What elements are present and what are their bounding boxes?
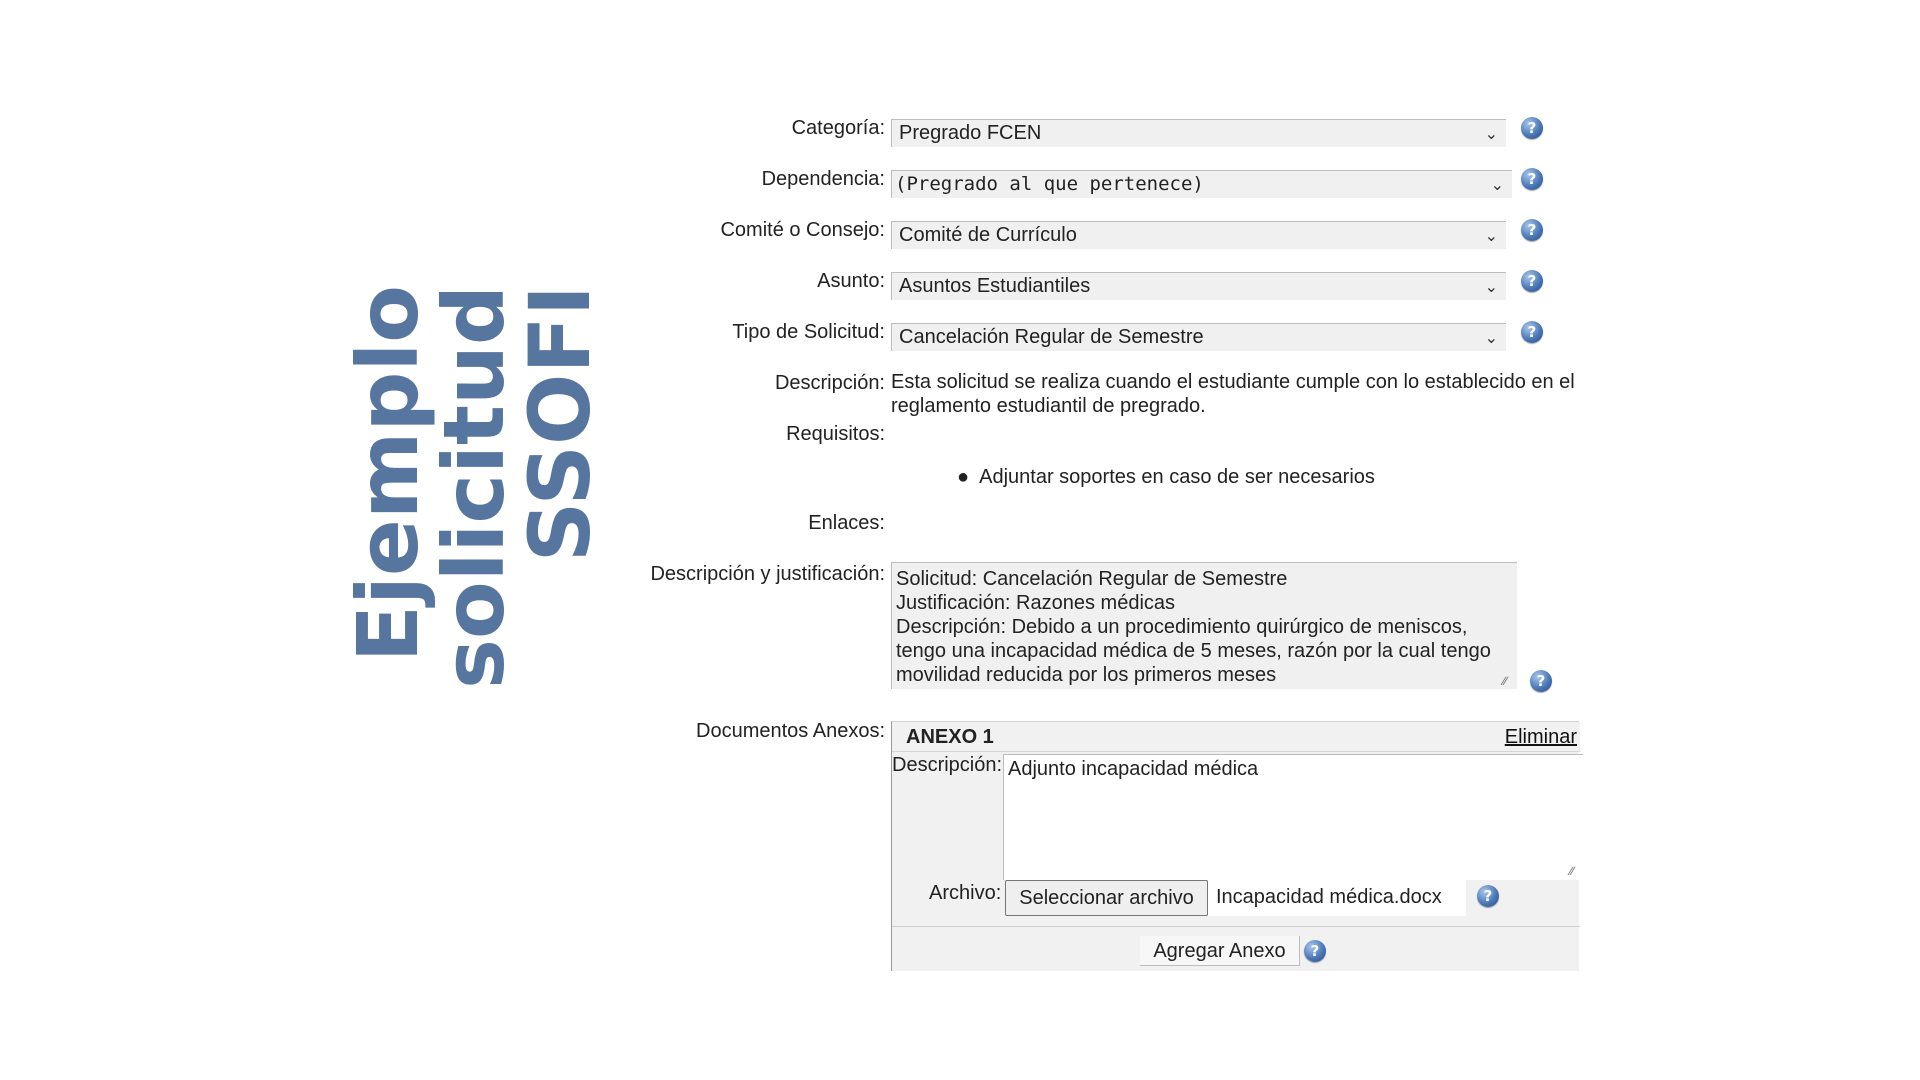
dependencia-label: Dependencia: [761, 168, 885, 190]
bullet-icon: ● [957, 466, 970, 488]
annex-file-label: Archivo: [929, 882, 1002, 904]
annex-header [892, 722, 1580, 752]
justificacion-textarea[interactable] [891, 562, 1517, 689]
enlaces-label: Enlaces: [808, 512, 885, 534]
tipo-value: Cancelación Regular de Semestre [899, 326, 1204, 348]
help-icon[interactable]: ? [1530, 670, 1552, 692]
chevron-down-icon: ⌄ [1484, 126, 1498, 143]
descripcion-text: Esta solicitud se realiza cuando el estudiante cumple con lo establecido en el reglamento estudiantil de pregrado. [891, 371, 1575, 417]
justificacion-line: movilidad reducida por los primeros meses [896, 664, 1277, 686]
asunto-label: Asunto: [817, 270, 885, 292]
add-annex-button[interactable]: Agregar Anexo [1140, 936, 1300, 966]
justificacion-label: Descripción y justificación: [650, 563, 885, 585]
annex-panel [891, 721, 1579, 971]
justificacion-line: Solicitud: Cancelación Regular de Semestre [896, 568, 1288, 590]
requisito-text: Adjuntar soportes en caso de ser necesarios [979, 466, 1375, 488]
anexos-label: Documentos Anexos: [696, 720, 885, 742]
title-line-1: Ejemplo [339, 285, 437, 663]
help-icon[interactable]: ? [1521, 321, 1543, 343]
annex-desc-value: Adjunto incapacidad médica [1008, 758, 1259, 780]
title-line-2: solicitud [425, 285, 523, 689]
comite-value: Comité de Currículo [899, 224, 1077, 246]
chevron-down-icon: ⌄ [1484, 228, 1498, 245]
help-icon[interactable]: ? [1521, 117, 1543, 139]
asunto-select[interactable] [891, 272, 1506, 300]
asunto-value: Asuntos Estudiantiles [899, 275, 1091, 297]
help-icon[interactable]: ? [1477, 885, 1499, 907]
help-icon[interactable]: ? [1304, 940, 1326, 962]
chevron-down-icon: ⌄ [1490, 177, 1504, 194]
categoria-value: Pregrado FCEN [899, 122, 1042, 144]
requisito-item [957, 466, 1375, 489]
tipo-select[interactable] [891, 323, 1506, 351]
file-name: Incapacidad médica.docx [1208, 880, 1466, 916]
dependencia-select[interactable] [891, 170, 1512, 198]
justificacion-line: Justificación: Razones médicas [896, 592, 1176, 614]
requisitos-label: Requisitos: [786, 423, 885, 445]
comite-label: Comité o Consejo: [720, 219, 885, 241]
resize-handle-icon[interactable]: ∕∕ [1570, 864, 1575, 878]
help-icon[interactable]: ? [1521, 270, 1543, 292]
descripcion-label: Descripción: [774, 372, 885, 394]
categoria-label: Categoría: [791, 117, 885, 139]
annex-desc-textarea[interactable] [1003, 754, 1583, 880]
justificacion-line: Descripción: Debido a un procedimiento quirúrgico de meniscos, [896, 616, 1468, 638]
annex-divider [892, 926, 1580, 927]
annex-title: ANEXO 1 [906, 726, 994, 748]
select-file-button[interactable]: Seleccionar archivo [1005, 880, 1208, 916]
tipo-label: Tipo de Solicitud: [732, 321, 885, 343]
help-icon[interactable]: ? [1521, 219, 1543, 241]
resize-handle-icon[interactable]: ∕∕ [1503, 674, 1508, 688]
chevron-down-icon: ⌄ [1484, 330, 1498, 347]
comite-select[interactable] [891, 221, 1506, 249]
categoria-select[interactable] [891, 119, 1506, 147]
chevron-down-icon: ⌄ [1484, 279, 1498, 296]
dependencia-value: (Pregrado al que pertenece) [895, 173, 1204, 195]
delete-annex-link[interactable]: Eliminar [1504, 726, 1577, 748]
annex-desc-label: Descripción: [892, 754, 1003, 776]
justificacion-line: tengo una incapacidad médica de 5 meses, razón por la cual tengo [896, 640, 1491, 662]
title-line-3: SSOFI [511, 285, 609, 563]
help-icon[interactable]: ? [1521, 168, 1543, 190]
